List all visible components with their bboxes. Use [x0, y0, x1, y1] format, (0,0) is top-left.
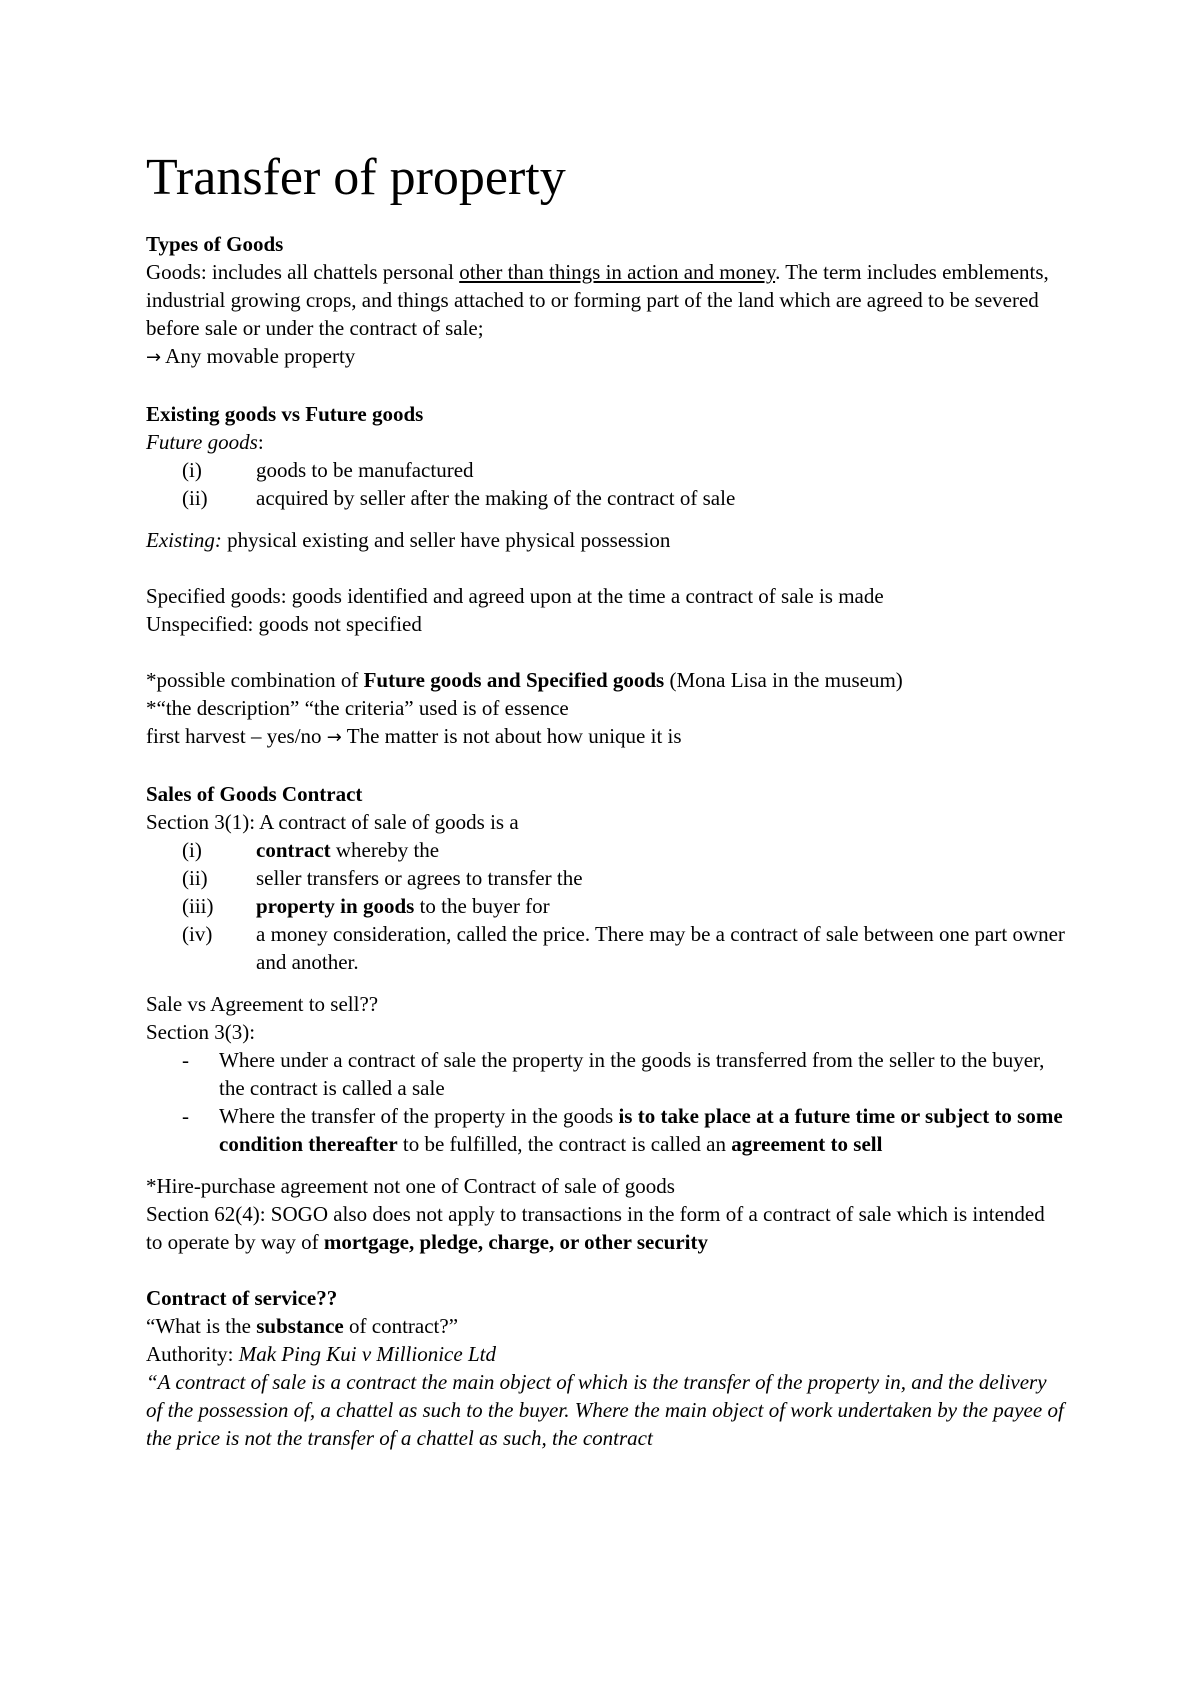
document-body [146, 148, 1066, 1452]
list-item: - Where under a contract of sale the property in the goods is transferred from the seller to the buyer, the contract is called a sale [182, 1048, 1045, 1100]
authority-line: Authority: Mak Ping Kui v Millionice Ltd [146, 1342, 496, 1366]
list-item: (iv) a money consideration, called the price. There may be a contract of sale between one part owner and another. [182, 922, 1065, 974]
combination-note: *possible combination of Future goods and Specified goods (Mona Lisa in the museum) [146, 668, 903, 692]
list-item: (ii) seller transfers or agrees to transfer the [182, 866, 583, 890]
list-item: (iii) property in goods to the buyer for [182, 894, 550, 918]
goods-definition: Goods: includes all chattels personal other than things in action and money. The term includes emblements, industrial growing crops, and things attached to or forming part of the land which are agreed to be severed before sale or under the contract of sale; [146, 260, 1049, 340]
arrow-icon: → [326, 727, 342, 748]
underlined-phrase: other than things in action and money [459, 260, 776, 284]
list-item: - Where the transfer of the property in the goods is to take place at a future time or subject to some condition thereafter to be fulfilled, the contract is called an agreement to sell [182, 1104, 1063, 1156]
arrow-line: → Any movable property [146, 344, 356, 368]
sale-vs-agreement: Sale vs Agreement to sell?? [146, 992, 379, 1016]
heading-types-of-goods: Types of Goods [146, 232, 284, 256]
section-3-1-intro: Section 3(1): A contract of sale of goods is a [146, 810, 519, 834]
heading-sales-of-goods-contract: Sales of Goods Contract [146, 782, 363, 806]
list-item: (i) goods to be manufactured [182, 458, 474, 482]
case-quote: “A contract of sale is a contract the main object of which is the transfer of the property in, and the delivery of the possession of, a chattel as such to the buyer. Where the main object of work undertaken by the payee of the price is not the transfer of a chattel as such, the contract [146, 1370, 1064, 1450]
substance-question: “What is the substance of contract?” [146, 1314, 459, 1338]
list-item: (ii) acquired by seller after the making of the contract of sale [182, 486, 736, 510]
specified-goods-line: Specified goods: goods identified and agreed upon at the time a contract of sale is made [146, 584, 884, 608]
first-harvest-note: first harvest – yes/no → The matter is not about how unique it is [146, 724, 682, 748]
case-name: Mak Ping Kui v Millionice Ltd [238, 1342, 496, 1366]
heading-contract-of-service: Contract of service?? [146, 1286, 338, 1310]
section-62-4-note: Section 62(4): SOGO also does not apply to transactions in the form of a contract of sale which is intended to operate by way of mortgage, pledge, charge, or other security [146, 1202, 1045, 1254]
section-3-3-label: Section 3(3): [146, 1020, 256, 1044]
description-note: *“the description” “the criteria” used is of essence [146, 696, 569, 720]
future-goods-label: Future goods: [146, 430, 264, 454]
heading-existing-vs-future: Existing goods vs Future goods [146, 402, 424, 426]
existing-goods-line: Existing: physical existing and seller have physical possession [146, 528, 671, 552]
page-title: Transfer of property [146, 149, 566, 206]
list-item: (i) contract whereby the [182, 838, 440, 862]
arrow-icon: → [146, 347, 162, 368]
hire-purchase-note: *Hire-purchase agreement not one of Contract of sale of goods [146, 1174, 675, 1198]
unspecified-goods-line: Unspecified: goods not specified [146, 612, 422, 636]
